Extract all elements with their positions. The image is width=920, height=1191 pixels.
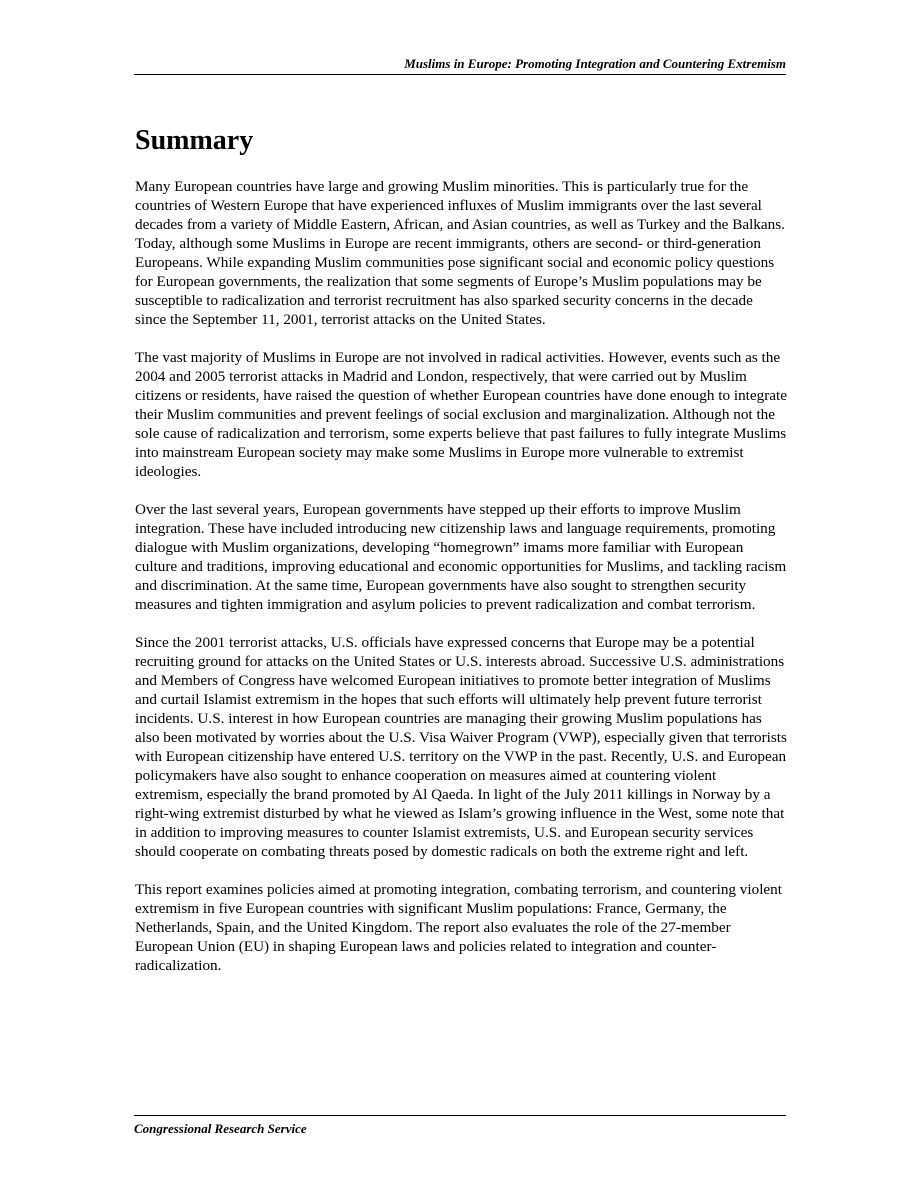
footer-organization: Congressional Research Service — [134, 1121, 307, 1136]
running-header — [134, 56, 786, 75]
paragraph-3: Over the last several years, European governments have stepped up their efforts to improve Muslim integration. These have included introducing new citizenship laws and language requirements, promoting dialogue with Muslim organizations, developing “homegrown” imams more familiar with European culture and traditions, improving educational and economic opportunities for Muslims, and tackling racism and discrimination. At the same time, European governments have also sought to strengthen security measures and tighten immigration and asylum policies to prevent radicalization and combat terrorism. — [135, 501, 787, 613]
paragraph-4: Since the 2001 terrorist attacks, U.S. officials have expressed concerns that Europe may be a potential recruiting ground for attacks on the United States or U.S. interests abroad. Successive U.S. administrations and Members of Congress have welcomed European initiatives to promote better integration of Muslims and curtail Islamist extremism in the hopes that such efforts will ultimately help prevent future terrorist incidents. U.S. interest in how European countries are managing their growing Muslim populations has also been motivated by worries about the U.S. Visa Waiver Program (VWP), especially given that terrorists with European citizenship have entered U.S. territory on the VWP in the past. Recently, U.S. and European policymakers have also sought to enhance cooperation on measures aimed at countering violent extremism, especially the brand promoted by Al Qaeda. In light of the July 2011 killings in Norway by a right-wing extremist disturbed by what he viewed as Islam’s growing influence in the West, some note that in addition to improving measures to counter Islamist extremists, U.S. and European security services should cooperate on combating threats posed by domestic radicals on both the extreme right and left. — [135, 634, 787, 860]
summary-body — [135, 177, 787, 994]
running-header-title: Muslims in Europe: Promoting Integration and Countering Extremism — [404, 56, 786, 71]
paragraph-2: The vast majority of Muslims in Europe are not involved in radical activities. However, events such as the 2004 and 2005 terrorist attacks in Madrid and London, respectively, that were carried out by Muslim citizens or residents, have raised the question of whether European countries have done enough to integrate their Muslim communities and prevent feelings of social exclusion and marginalization. Although not the sole cause of radicalization and terrorism, some experts believe that past failures to fully integrate Muslims into mainstream European society may make some Muslims in Europe more vulnerable to extremist ideologies. — [135, 349, 787, 480]
page-title: Summary — [135, 125, 254, 156]
paragraph-1: Many European countries have large and growing Muslim minorities. This is particularly true for the countries of Western Europe that have experienced influxes of Muslim immigrants over the last several decades from a variety of Middle Eastern, African, and Asian countries, as well as Turkey and the Balkans. Today, although some Muslims in Europe are recent immigrants, others are second- or third-generation Europeans. While expanding Muslim communities pose significant social and economic policy questions for European governments, the realization that some segments of Europe’s Muslim populations may be susceptible to radicalization and terrorist recruitment has also sparked security concerns in the decade since the September 11, 2001, terrorist attacks on the United States. — [135, 178, 785, 328]
paragraph-5: This report examines policies aimed at promoting integration, combating terrorism, and countering violent extremism in five European countries with significant Muslim populations: France, Germany, the Netherlands, Spain, and the United Kingdom. The report also evaluates the role of the 27-member European Union (EU) in shaping European laws and policies related to integration and counter-radicalization. — [135, 881, 782, 974]
running-footer — [134, 1115, 786, 1137]
